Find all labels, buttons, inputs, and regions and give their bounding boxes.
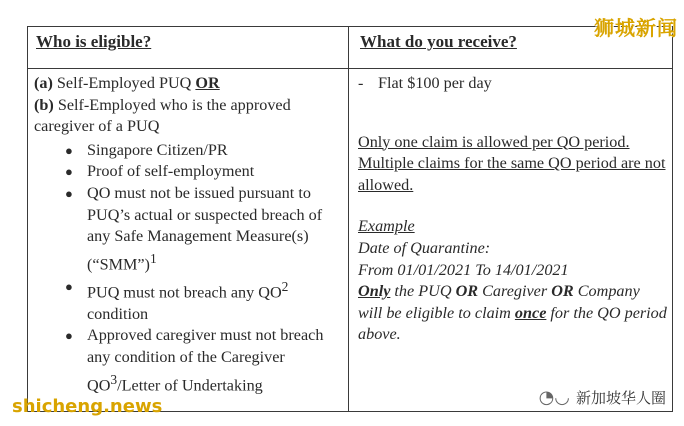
watermark-bottom-right: ◔◡ 新加坡华人圈 [538,387,666,408]
list-item: ● Singapore Citizen/PR [87,140,346,162]
claims-note: Only one claim is allowed per QO period. Multiple claims for the same QO period are not allowed. [358,132,666,194]
header-divider [28,68,672,69]
bullet-icon: ● [65,278,73,294]
list-item: ● PUQ must not breach any $QO^2$ condition [87,276,346,326]
bullet-icon: ● [65,185,73,201]
list-item: ● Proof of self-employment [87,161,346,183]
watermark-top: 狮城新闻 [594,16,678,40]
bullet-icon: ● [65,164,73,180]
header-what-receive: What do you receive? [360,32,517,51]
header-who-eligible: Who is eligible? [36,32,152,51]
eligibility-column [34,73,346,396]
wechat-icon: ◔◡ [538,387,570,408]
example-block [358,216,668,346]
example-explanation: Only the PUQ OR Caregiver OR Company will be eligible to claim once for the QO period above. [358,282,667,344]
list-item: ● Approved caregiver must not breach any condition of the Caregiver $QO^3$/Letter of Undertaking [65,326,324,394]
eligibility-table [27,26,673,412]
example-label: Example [358,217,415,236]
benefits-column [358,73,668,346]
bullet-icon: ● [65,142,73,158]
eligibility-criteria-list [34,140,346,397]
quarantine-date-range: From 01/01/2021 To 14/01/2021 [358,260,569,279]
list-item: ● QO must not be issued pursuant to PUQ’s actual or suspected breach of any Safe Management Measure(s) (“SMM”)$^1$ [65,183,323,274]
quarantine-date-label: Date of Quarantine: [358,238,491,257]
flat-rate: - Flat $100 per day [358,74,492,92]
eligibility-option-b: (b) Self-Employed who is the approved caregiver of a PUQ [34,95,291,136]
bullet-icon: ● [65,328,73,344]
eligibility-option-a: (a) Self-Employed PUQ OR [34,74,220,92]
watermark-bottom-left: shicheng.news [12,396,163,417]
column-divider [348,27,349,411]
